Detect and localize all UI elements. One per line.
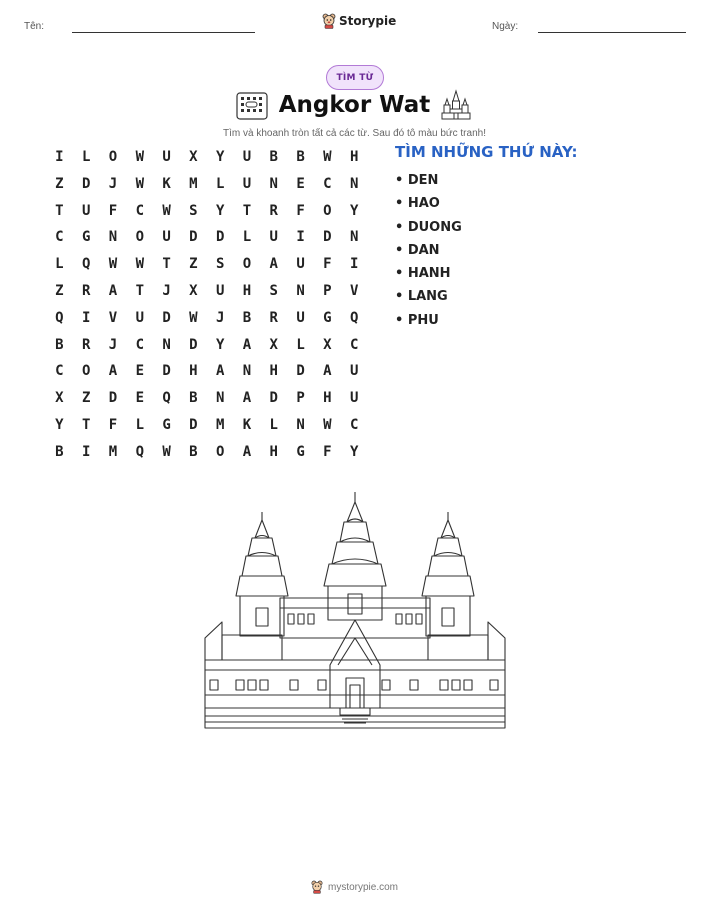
- grid-letter: M: [108, 443, 118, 460]
- word-list-item: • HAO: [395, 196, 440, 212]
- grid-letter: U: [81, 202, 91, 219]
- grid-letter: D: [323, 229, 332, 246]
- grid-letter: Y: [215, 336, 225, 353]
- grid-letter: W: [135, 256, 144, 273]
- grid-letter: C: [349, 416, 359, 433]
- grid-letter: U: [349, 390, 359, 407]
- grid-letter: I: [55, 149, 64, 165]
- grid-letter: Y: [349, 443, 359, 460]
- grid-letter: D: [269, 390, 278, 407]
- grid-letter: U: [215, 282, 225, 299]
- grid-letter: F: [323, 256, 332, 273]
- footer: [0, 880, 709, 894]
- grid-letter: S: [189, 202, 198, 219]
- grid-letter: S: [215, 256, 225, 273]
- grid-letter: U: [296, 309, 305, 326]
- grid-letter: Z: [55, 175, 64, 192]
- grid-letter: U: [296, 256, 305, 273]
- grid-letter: D: [108, 390, 118, 407]
- grid-letter: X: [189, 149, 198, 165]
- grid-letter: N: [242, 363, 252, 380]
- grid-letter: Y: [55, 416, 64, 433]
- grid-letter: B: [189, 390, 198, 407]
- grid-letter: O: [242, 256, 252, 273]
- grid-letter: Q: [135, 443, 144, 460]
- grid-letter: A: [323, 363, 332, 380]
- grid-letter: U: [162, 149, 171, 165]
- grid-letter: N: [108, 229, 118, 246]
- grid-letter: H: [323, 390, 332, 407]
- grid-letter: O: [215, 443, 225, 460]
- grid-letter: R: [269, 309, 278, 326]
- grid-letter: T: [135, 282, 144, 299]
- instructions: Tìm và khoanh tròn tất cả các từ. Sau đó tô màu bức tranh!: [223, 128, 486, 139]
- grid-letter: B: [55, 443, 64, 460]
- grid-letter: Z: [81, 390, 91, 407]
- grid-letter: O: [323, 202, 332, 219]
- grid-letter: H: [269, 363, 278, 380]
- grid-letter: H: [269, 443, 278, 460]
- grid-letter: X: [189, 282, 198, 299]
- grid-letter: D: [81, 175, 91, 192]
- date-label: Ngày:: [492, 21, 519, 32]
- grid-letter: V: [108, 309, 118, 326]
- grid-letter: C: [55, 229, 64, 246]
- grid-letter: E: [135, 363, 144, 380]
- grid-letter: M: [215, 416, 225, 433]
- grid-letter: N: [215, 390, 225, 407]
- word-list-item: • HANH: [395, 266, 451, 282]
- grid-letter: B: [269, 149, 278, 165]
- grid-letter: B: [296, 149, 305, 165]
- grid-letter: L: [269, 416, 278, 433]
- word-list-heading: TÌM NHỮNG THỨ NÀY:: [395, 143, 578, 161]
- grid-letter: F: [296, 202, 305, 219]
- grid-letter: U: [349, 363, 359, 380]
- grid-letter: B: [55, 336, 64, 353]
- grid-letter: L: [135, 416, 144, 433]
- grid-letter: I: [81, 443, 91, 460]
- grid-letter: J: [108, 336, 118, 353]
- grid-letter: R: [81, 336, 91, 353]
- grid-letter: A: [215, 363, 225, 380]
- grid-letter: C: [135, 336, 144, 353]
- grid-letter: M: [189, 175, 198, 192]
- grid-letter: A: [242, 390, 252, 407]
- grid-letter: I: [349, 256, 359, 273]
- grid-letter: N: [162, 336, 171, 353]
- grid-letter: H: [349, 149, 359, 165]
- grid-letter: G: [162, 416, 171, 433]
- grid-letter: C: [349, 336, 359, 353]
- grid-letter: N: [296, 282, 305, 299]
- grid-letter: U: [269, 229, 278, 246]
- grid-letter: F: [323, 443, 332, 460]
- grid-letter: G: [323, 309, 332, 326]
- grid-letter: E: [296, 175, 305, 192]
- grid-letter: C: [55, 363, 64, 380]
- grid-letter: J: [108, 175, 118, 192]
- grid-letter: T: [162, 256, 171, 273]
- grid-letter: Z: [55, 282, 64, 299]
- grid-letter: Y: [215, 149, 225, 165]
- grid-letter: Q: [162, 390, 171, 407]
- grid-letter: D: [215, 229, 225, 246]
- angkor-wat-illustration: [200, 490, 510, 740]
- grid-letter: D: [189, 229, 198, 246]
- grid-letter: W: [323, 416, 332, 433]
- grid-letter: Q: [349, 309, 359, 326]
- grid-letter: D: [189, 416, 198, 433]
- grid-letter: V: [349, 282, 359, 299]
- page-title: Angkor Wat: [278, 92, 431, 118]
- brand-logo: [322, 13, 396, 29]
- grid-letter: I: [296, 229, 305, 246]
- grid-letter: G: [296, 443, 305, 460]
- grid-letter: Y: [215, 202, 225, 219]
- grid-letter: R: [269, 202, 278, 219]
- grid-letter: L: [55, 256, 64, 273]
- grid-letter: W: [108, 256, 118, 273]
- grid-letter: J: [215, 309, 225, 326]
- grid-letter: L: [296, 336, 305, 353]
- word-list-item: • DEN: [395, 173, 439, 188]
- grid-letter: C: [135, 202, 144, 219]
- grid-letter: A: [242, 443, 252, 460]
- word-list: [395, 172, 462, 335]
- word-list-item: • PHU: [395, 312, 439, 328]
- grid-letter: O: [108, 149, 118, 165]
- grid-letter: A: [108, 363, 118, 380]
- grid-letter: W: [135, 175, 144, 192]
- grid-letter: D: [162, 309, 171, 326]
- grid-letter: A: [108, 282, 118, 299]
- grid-letter: F: [108, 416, 118, 433]
- grid-letter: W: [323, 149, 332, 165]
- grid-letter: S: [269, 282, 278, 299]
- grid-letter: N: [269, 175, 278, 192]
- grid-letter: E: [135, 390, 144, 407]
- grid-letter: U: [242, 175, 252, 192]
- grid-letter: L: [242, 229, 252, 246]
- grid-letter: X: [55, 390, 64, 407]
- grid-letter: Y: [349, 202, 359, 219]
- grid-letter: W: [135, 149, 144, 165]
- name-line: [72, 32, 255, 33]
- activity-badge: TÌM TỪ: [326, 65, 384, 90]
- word-search-grid: [46, 147, 368, 469]
- name-label: Tên:: [24, 21, 45, 32]
- grid-letter: L: [215, 175, 225, 192]
- footer-url: mystorypie.com: [327, 881, 398, 893]
- grid-letter: W: [189, 309, 198, 326]
- grid-letter: R: [81, 282, 91, 299]
- grid-letter: F: [108, 202, 118, 219]
- storypie-bear-icon: [311, 880, 323, 894]
- grid-letter: H: [242, 282, 252, 299]
- grid-letter: H: [189, 363, 198, 380]
- storypie-bear-icon: [322, 13, 336, 29]
- grid-letter: T: [55, 202, 64, 219]
- grid-letter: K: [162, 175, 171, 192]
- grid-letter: Z: [189, 256, 198, 273]
- grid-letter: B: [242, 309, 252, 326]
- grid-letter: B: [189, 443, 198, 460]
- grid-letter: N: [349, 175, 359, 192]
- grid-letter: P: [323, 282, 332, 299]
- grid-letter: D: [189, 336, 198, 353]
- grid-letter: A: [269, 256, 278, 273]
- grid-letter: U: [242, 149, 252, 165]
- grid-letter: J: [162, 282, 171, 299]
- temple-icon: [441, 89, 471, 121]
- word-list-item: • LANG: [395, 289, 448, 305]
- grid-letter: T: [81, 416, 91, 433]
- grid-letter: X: [323, 336, 332, 353]
- grid-letter: A: [242, 336, 252, 353]
- grid-letter: P: [296, 390, 305, 407]
- grid-letter: X: [269, 336, 278, 353]
- grid-letter: L: [81, 149, 91, 165]
- grid-letter: C: [323, 175, 332, 192]
- grid-letter: W: [162, 443, 171, 460]
- grid-letter: K: [242, 416, 252, 433]
- grid-letter: O: [135, 229, 144, 246]
- grid-letter: N: [296, 416, 305, 433]
- word-list-item: • DAN: [395, 242, 440, 258]
- grid-letter: I: [81, 309, 91, 326]
- grid-letter: T: [242, 202, 252, 219]
- grid-letter: Q: [81, 256, 91, 273]
- grid-letter: O: [81, 363, 91, 380]
- grid-letter: U: [135, 309, 144, 326]
- grid-letter: D: [296, 363, 305, 380]
- grid-letter: N: [349, 229, 359, 246]
- brand-name: Storypie: [339, 14, 397, 28]
- grid-letter: Q: [55, 309, 64, 326]
- grid-letter: D: [162, 363, 171, 380]
- grid-letter: U: [162, 229, 171, 246]
- word-list-item: • DUONG: [395, 219, 462, 235]
- grid-letter: G: [81, 229, 91, 246]
- grid-letter: W: [162, 202, 171, 219]
- date-line: [538, 32, 686, 33]
